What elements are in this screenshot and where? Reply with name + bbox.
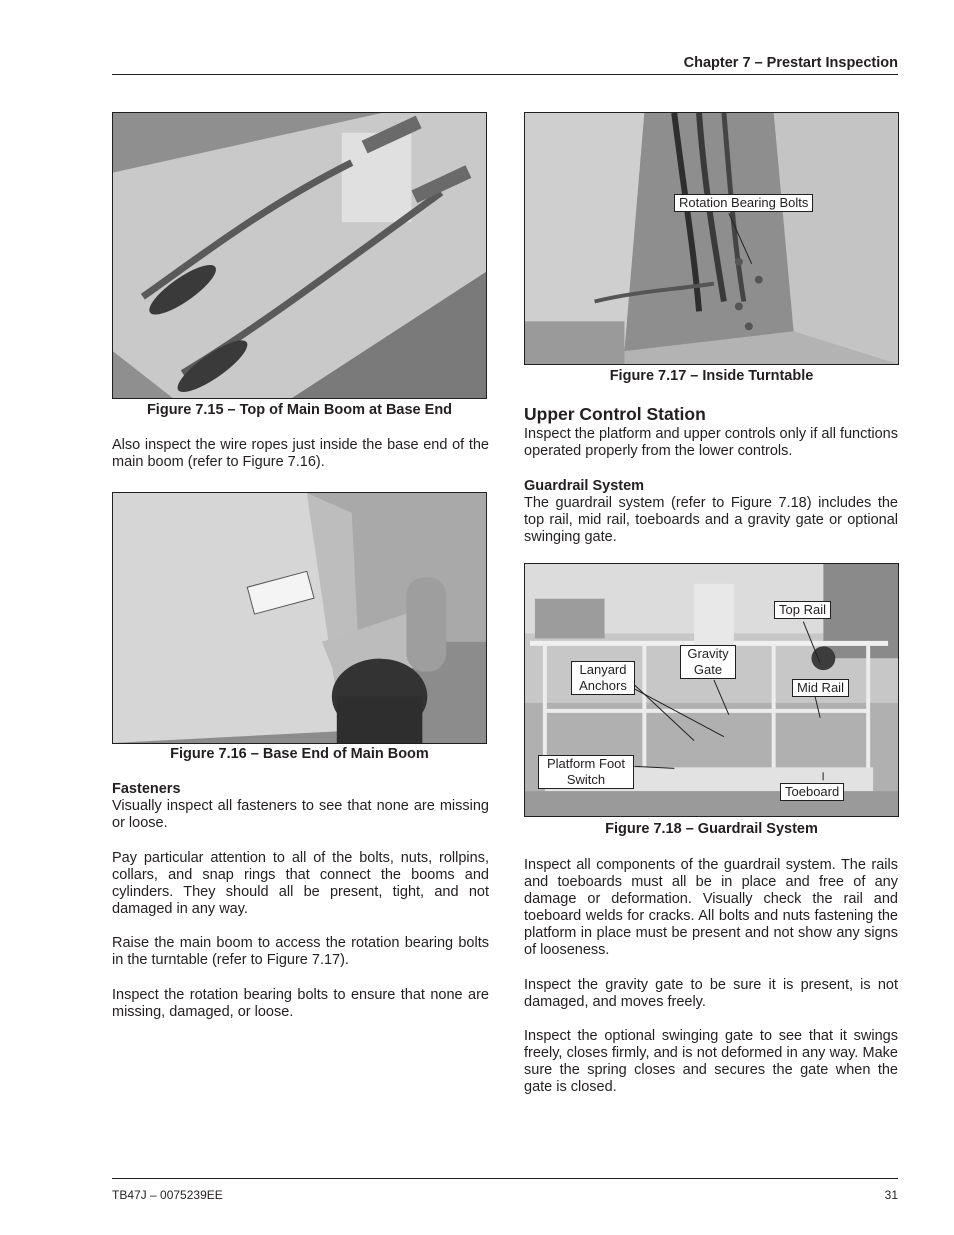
figure-7-15-caption: Figure 7.15 – Top of Main Boom at Base End [146, 402, 453, 418]
callout-platform-foot-switch: Platform Foot Switch [538, 755, 634, 789]
paragraph-swinging-gate: Inspect the optional swinging gate to see that it swings freely, closes firmly, and is not deformed in any way. Make sure the spring closes and secures the gate when the gate is closed. [524, 1028, 898, 1095]
footer-doc-id: TB47J – 0075239EE [112, 1188, 223, 1202]
paragraph-upper-controls: Inspect the platform and upper controls only if all functions operated properly from the lower controls. [524, 426, 898, 459]
callout-top-rail: Top Rail [774, 601, 831, 619]
paragraph-raise-boom: Raise the main boom to access the rotation bearing bolts in the turntable (refer to Figure 7.17). [112, 935, 489, 968]
section-heading: Upper Control Station [524, 404, 706, 424]
footer-rule [112, 1178, 898, 1179]
figure-7-16-caption: Figure 7.16 – Base End of Main Boom [170, 746, 429, 762]
page-number: 31 [884, 1188, 898, 1202]
figure-7-18-photo [524, 563, 899, 817]
figure-7-15-photo [112, 112, 487, 399]
paragraph-wire-ropes: Also inspect the wire ropes just inside the base end of the main boom (refer to Figure 7.16). [112, 437, 489, 470]
callout-lanyard-anchors: Lanyard Anchors [571, 661, 635, 695]
figure-7-17-caption: Figure 7.17 – Inside Turntable [609, 368, 814, 384]
paragraph-guardrail-intro: The guardrail system (refer to Figure 7.18) includes the top rail, mid rail, toeboards and a gravity gate or optional swinging gate. [524, 495, 898, 545]
header-rule [112, 74, 898, 75]
callout-mid-rail: Mid Rail [792, 679, 849, 697]
figure-7-18-caption: Figure 7.18 – Guardrail System [605, 821, 818, 837]
paragraph-bolts-nuts: Pay particular attention to all of the bolts, nuts, rollpins, collars, and snap rings that connect the booms and cylinders. They should all be present, tight, and not damaged in any way. [112, 850, 489, 917]
paragraph-inspect-guardrail: Inspect all components of the guardrail system. The rails and toeboards must all be in place and free of any damage or deformation. Visually check the rail and toeboard welds for cracks. All bolts and nuts fastening the platform in place must be present and not show any signs of looseness. [524, 857, 898, 958]
paragraph-fasteners: Visually inspect all fasteners to see that none are missing or loose. [112, 798, 489, 831]
figure-7-17-photo [524, 112, 899, 365]
paragraph-rotation-bolts: Inspect the rotation bearing bolts to ensure that none are missing, damaged, or loose. [112, 987, 489, 1020]
paragraph-gravity-gate: Inspect the gravity gate to be sure it is present, is not damaged, and moves freely. [524, 977, 898, 1010]
figure-7-16-photo [112, 492, 487, 744]
callout-rotation-bearing-bolts: Rotation Bearing Bolts [674, 194, 813, 212]
guardrail-heading: Guardrail System [524, 478, 645, 494]
fasteners-heading: Fasteners [112, 781, 181, 797]
callout-toeboard: Toeboard [780, 783, 844, 801]
chapter-header: Chapter 7 – Prestart Inspection [683, 55, 898, 71]
callout-gravity-gate: Gravity Gate [680, 645, 736, 679]
